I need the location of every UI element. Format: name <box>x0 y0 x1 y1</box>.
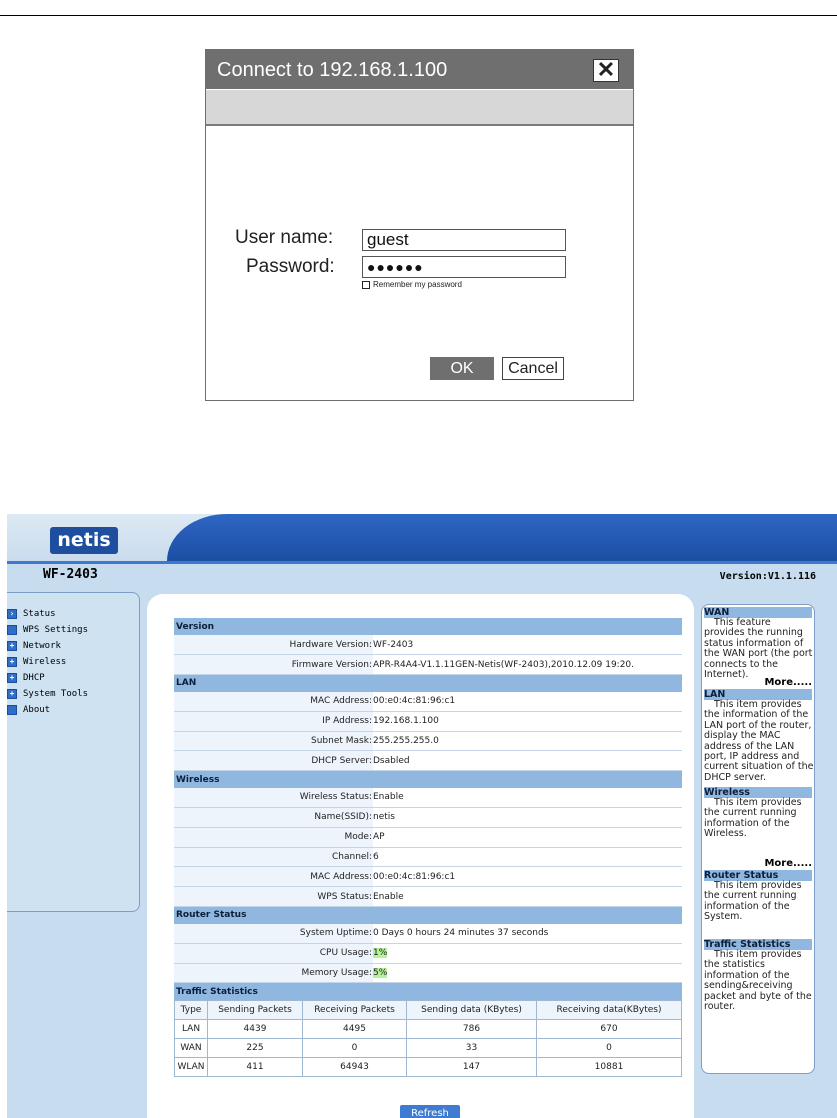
status-table <box>174 618 682 1077</box>
remember-label: Remember my password <box>373 280 462 289</box>
table-cell: LAN <box>175 1019 208 1038</box>
expand-plus-icon: + <box>7 657 17 667</box>
section-wireless: Wireless <box>174 771 682 788</box>
row-label: Channel: <box>174 847 373 867</box>
column-header: Sending data (KBytes) <box>407 1000 537 1019</box>
row-value: 0 Days 0 hours 24 minutes 37 seconds <box>373 924 682 944</box>
row-value: Enable <box>373 887 682 907</box>
page-top-rule <box>0 15 837 16</box>
table-cell: 0 <box>537 1038 682 1057</box>
sidebar-item-network[interactable] <box>7 639 61 652</box>
firmware-version-label: Version:V1.1.116 <box>719 571 816 582</box>
table-row <box>174 827 682 847</box>
column-header: Sending Packets <box>208 1000 303 1019</box>
table-row <box>174 887 682 907</box>
expand-plus-icon: + <box>7 689 17 699</box>
arrow-right-icon: › <box>7 609 17 619</box>
row-label: DHCP Server: <box>174 751 373 771</box>
sidebar-nav <box>7 592 140 912</box>
header-banner-accent <box>167 514 837 561</box>
row-label: System Uptime: <box>174 924 373 944</box>
memory-usage-value: 5% <box>373 968 388 979</box>
close-icon[interactable]: ✕ <box>593 59 619 82</box>
username-label: User name: <box>235 227 334 248</box>
table-row <box>174 924 682 944</box>
sidebar-item-dhcp[interactable] <box>7 671 45 684</box>
table-row <box>174 731 682 751</box>
table-cell: 670 <box>537 1019 682 1038</box>
sidebar-item-about[interactable] <box>7 703 50 716</box>
row-label: Mode: <box>174 827 373 847</box>
sidebar-item-system-tools[interactable] <box>7 687 88 700</box>
row-label: Firmware Version: <box>174 655 373 675</box>
username-field[interactable]: guest <box>362 229 566 251</box>
row-value: AP <box>373 827 682 847</box>
row-value: 00:e0:4c:81:96:c1 <box>373 692 682 712</box>
sidebar-item-label: DHCP <box>23 672 45 683</box>
table-cell: 4495 <box>303 1019 407 1038</box>
section-version: Version <box>174 618 682 635</box>
section-traffic-statistics: Traffic Statistics <box>174 983 682 1000</box>
remember-checkbox[interactable] <box>362 281 370 289</box>
help-text-lan: This item provides the information of the LAN port of the router, display the MAC address of the LAN port, IP address and current situation of the DHCP server. <box>704 699 814 783</box>
row-label: Name(SSID): <box>174 808 373 828</box>
page-icon <box>7 625 17 635</box>
row-label: CPU Usage: <box>174 943 373 963</box>
help-heading-wan: WAN <box>704 607 812 618</box>
table-row <box>174 963 682 983</box>
sidebar-item-label: System Tools <box>23 688 89 699</box>
table-header-row <box>175 1000 682 1019</box>
table-cell: 10881 <box>537 1057 682 1076</box>
cpu-usage-value: 1% <box>373 948 388 959</box>
sidebar-item-label: WPS Settings <box>23 624 89 635</box>
sidebar-item-label: Wireless <box>23 656 67 667</box>
column-header: Receiving data(KBytes) <box>537 1000 682 1019</box>
table-cell: 33 <box>407 1038 537 1057</box>
sidebar-item-status[interactable] <box>7 607 56 620</box>
table-cell: 64943 <box>303 1057 407 1076</box>
row-value: Dsabled <box>373 751 682 771</box>
table-row <box>174 788 682 808</box>
row-value: netis <box>373 808 682 828</box>
table-row <box>174 808 682 828</box>
table-cell: 4439 <box>208 1019 303 1038</box>
expand-plus-icon: + <box>7 673 17 683</box>
netis-logo: netis <box>50 527 118 554</box>
table-cell: WLAN <box>175 1057 208 1076</box>
row-value: 00:e0:4c:81:96:c1 <box>373 867 682 887</box>
header-divider <box>7 561 837 564</box>
table-row <box>175 1019 682 1038</box>
table-cell: WAN <box>175 1038 208 1057</box>
expand-plus-icon: + <box>7 641 17 651</box>
remember-password[interactable] <box>362 280 462 289</box>
help-text-wireless: This item provides the current running information of the Wireless. <box>704 797 802 840</box>
dialog-titlebar <box>206 50 633 89</box>
ok-button[interactable]: OK <box>430 357 494 380</box>
help-panel <box>701 604 815 1074</box>
row-label: WPS Status: <box>174 887 373 907</box>
table-row <box>174 711 682 731</box>
password-field[interactable]: ●●●●●● <box>362 256 566 278</box>
password-label: Password: <box>246 256 335 277</box>
sidebar-item-label: Network <box>23 640 61 651</box>
dialog-title: Connect to 192.168.1.100 <box>217 59 448 81</box>
table-row <box>175 1038 682 1057</box>
dialog-banner <box>206 89 633 126</box>
table-cell: 147 <box>407 1057 537 1076</box>
model-name: WF-2403 <box>43 567 98 582</box>
help-text-traffic: This item provides the statistics information of the sending&receiving packet and byte of the router. <box>704 949 812 1013</box>
row-label: Memory Usage: <box>174 963 373 983</box>
cancel-button[interactable]: Cancel <box>502 357 564 380</box>
table-cell: 786 <box>407 1019 537 1038</box>
more-link-wireless[interactable]: More..... <box>764 858 812 869</box>
refresh-button[interactable]: Refresh <box>400 1105 460 1118</box>
row-label: MAC Address: <box>174 867 373 887</box>
table-row <box>174 655 682 675</box>
table-row <box>175 1057 682 1076</box>
row-value: WF-2403 <box>373 635 682 655</box>
help-heading-router-status: Router Status <box>704 870 812 881</box>
sidebar-item-label: About <box>23 704 51 715</box>
row-label: Wireless Status: <box>174 788 373 808</box>
page-icon <box>7 705 17 715</box>
table-row <box>174 867 682 887</box>
row-label: Hardware Version: <box>174 635 373 655</box>
row-value: 6 <box>373 847 682 867</box>
row-label: Subnet Mask: <box>174 731 373 751</box>
help-heading-traffic: Traffic Statistics <box>704 939 812 950</box>
row-label: MAC Address: <box>174 692 373 712</box>
table-row <box>174 847 682 867</box>
row-value: 255.255.255.0 <box>373 731 682 751</box>
traffic-table <box>174 1000 682 1077</box>
login-dialog <box>205 49 634 401</box>
help-heading-lan: LAN <box>704 689 812 700</box>
table-row <box>174 635 682 655</box>
table-cell: 225 <box>208 1038 303 1057</box>
row-value: Enable <box>373 788 682 808</box>
help-text-router-status: This item provides the current running information of the System. <box>704 880 802 923</box>
row-label: IP Address: <box>174 711 373 731</box>
sidebar-item-label: Status <box>23 608 56 619</box>
sidebar-item-wps-settings[interactable] <box>7 623 88 636</box>
table-row <box>174 751 682 771</box>
table-row <box>174 692 682 712</box>
sidebar-item-wireless[interactable] <box>7 655 66 668</box>
column-header: Receiving Packets <box>303 1000 407 1019</box>
help-heading-wireless: Wireless <box>704 787 812 798</box>
more-link-wan[interactable]: More..... <box>764 677 812 688</box>
table-cell: 0 <box>303 1038 407 1057</box>
section-lan: LAN <box>174 675 682 692</box>
table-cell: 411 <box>208 1057 303 1076</box>
status-panel <box>147 594 694 1118</box>
help-text-wan: This feature provides the running status information of the WAN port (the port connects to the Internet). <box>704 617 813 681</box>
row-value: APR-R4A4-V1.1.11GEN-Netis(WF-2403),2010.12.09 19:20. <box>373 655 682 675</box>
section-router-status: Router Status <box>174 907 682 924</box>
column-header: Type <box>175 1000 208 1019</box>
router-admin-page <box>7 514 837 1118</box>
table-row <box>174 943 682 963</box>
row-value: 192.168.1.100 <box>373 711 682 731</box>
